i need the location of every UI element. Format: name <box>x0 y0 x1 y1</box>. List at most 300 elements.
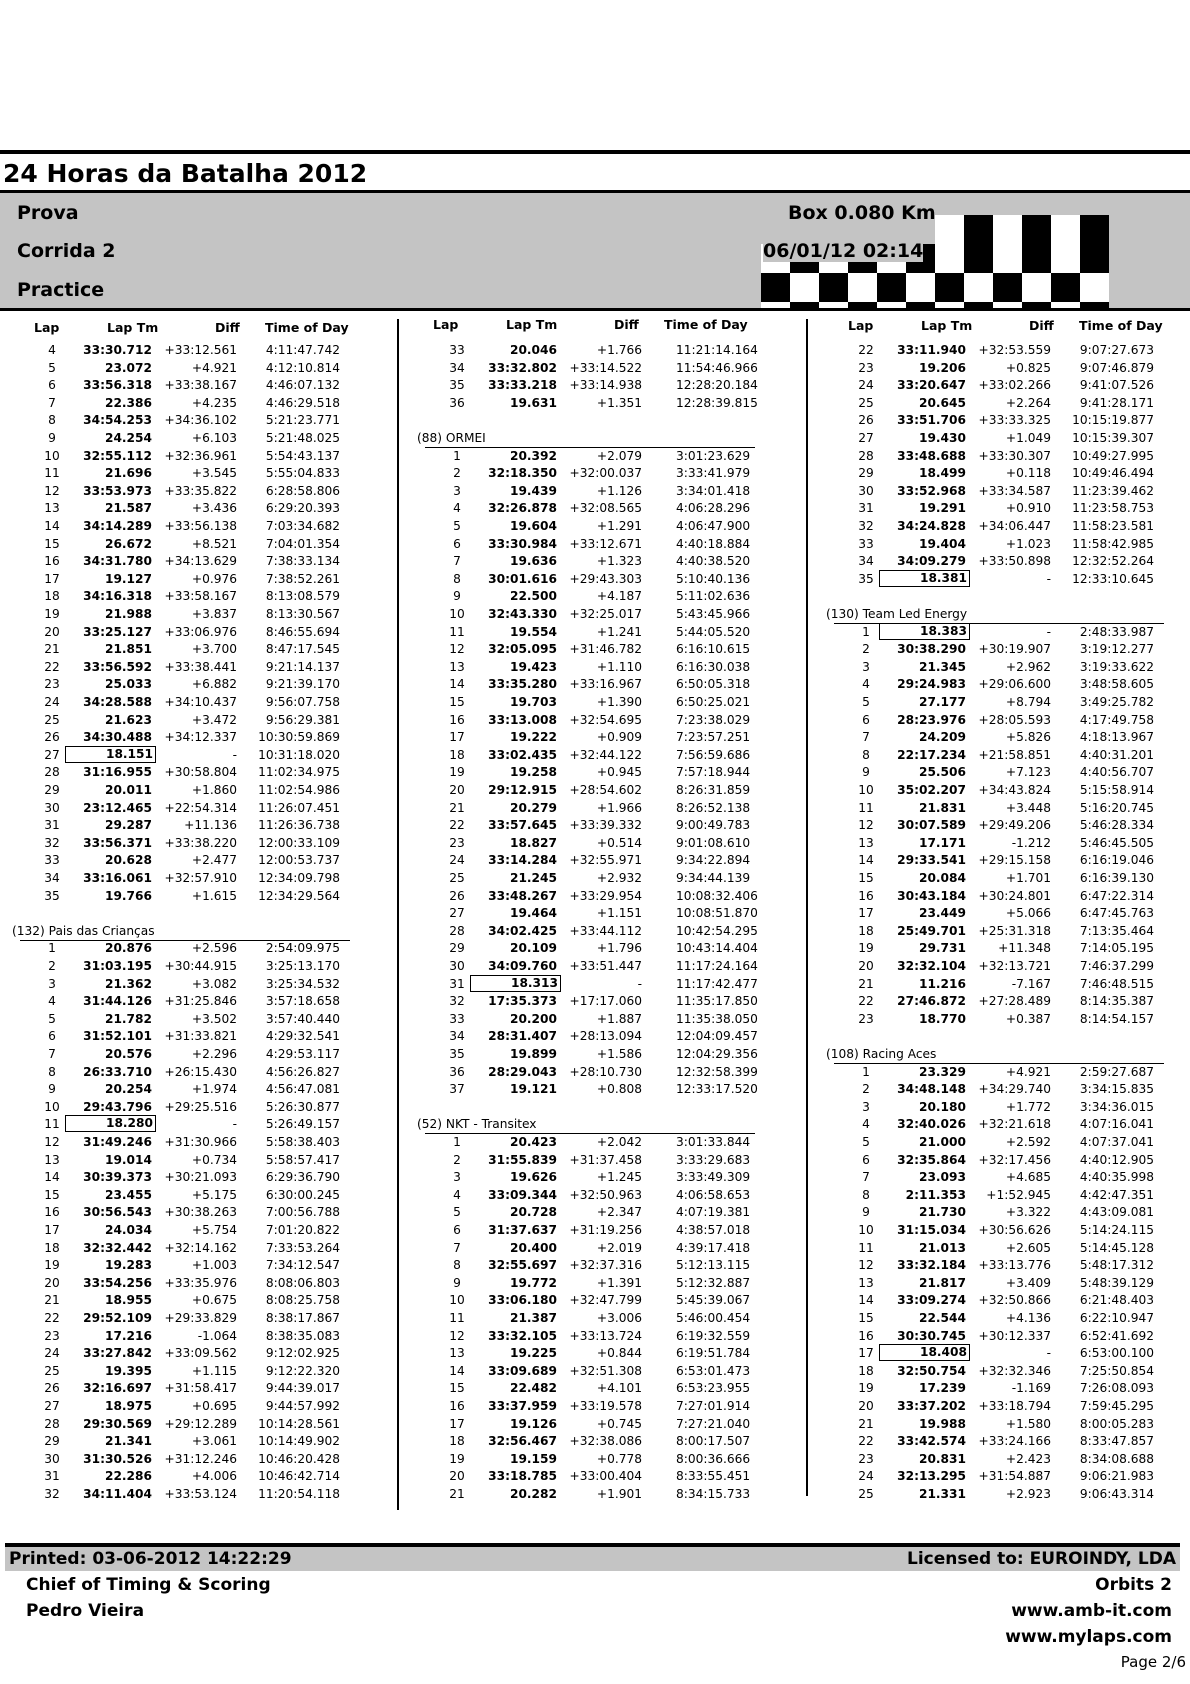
lap-diff: +34:13.629 <box>164 554 237 569</box>
lap-time: 20.254 <box>104 1082 152 1097</box>
lap-time: 23.329 <box>918 1064 966 1079</box>
lap-time: 19.126 <box>509 1416 557 1431</box>
lap-row <box>814 1292 1174 1309</box>
lap-diff: +33:35.976 <box>164 1275 237 1290</box>
time-of-day: 12:34:09.798 <box>258 871 340 885</box>
lap-number: 3 <box>48 976 56 991</box>
lap-row <box>405 1275 765 1292</box>
lap-row <box>405 500 765 517</box>
time-of-day: 8:08:25.758 <box>265 1293 340 1308</box>
lap-diff: +33:00.404 <box>569 1469 642 1484</box>
lap-row <box>814 1222 1174 1239</box>
lap-number: 28 <box>858 448 874 463</box>
lap-diff: +33:39.332 <box>569 818 642 833</box>
time-of-day: 9:07:27.673 <box>1079 343 1154 357</box>
lap-number: 35 <box>449 1047 465 1061</box>
time-of-day: 8:08:06.803 <box>265 1275 340 1290</box>
checker-square <box>993 215 1022 244</box>
lap-time: 20.279 <box>509 800 557 815</box>
time-of-day: 7:34:12.547 <box>265 1258 340 1273</box>
time-of-day: 12:04:09.457 <box>676 1029 758 1044</box>
lap-number: 33 <box>449 343 465 357</box>
lap-row <box>814 676 1174 693</box>
time-of-day: 12:33:17.520 <box>676 1082 758 1097</box>
lap-number: 13 <box>858 1275 874 1290</box>
lap-time: 33:32.184 <box>897 1258 966 1273</box>
lap-number: 24 <box>449 853 465 868</box>
lap-time: 20.628 <box>104 853 152 868</box>
lap-row <box>0 888 360 905</box>
lap-row <box>814 1433 1174 1450</box>
lap-number: 9 <box>453 1275 461 1290</box>
lap-time: 21.730 <box>918 1205 966 1220</box>
lap-number: 21 <box>44 1293 60 1308</box>
lap-diff: +33:30.307 <box>978 448 1051 463</box>
checker-square <box>935 244 964 273</box>
lap-diff: +33:51.447 <box>569 959 642 973</box>
lap-time: 29:33.541 <box>897 853 966 868</box>
lap-row <box>405 976 765 993</box>
lap-time: 17:35.373 <box>488 994 557 1009</box>
time-of-day: 6:29:20.393 <box>265 501 340 516</box>
lap-number: 19 <box>858 1381 874 1396</box>
time-of-day: 5:55:04.833 <box>265 466 340 481</box>
lap-row <box>814 694 1174 711</box>
lap-row <box>405 1451 765 1468</box>
lap-row <box>405 1363 765 1380</box>
lap-diff: +33:35.822 <box>164 483 237 498</box>
time-of-day: 10:49:46.494 <box>1072 466 1154 481</box>
lap-time: 20.011 <box>104 783 152 797</box>
lap-number: 28 <box>449 923 465 938</box>
lap-row <box>814 1152 1174 1169</box>
time-of-day: 7:46:48.515 <box>1079 976 1154 991</box>
time-of-day: 6:47:22.314 <box>1079 888 1154 903</box>
lap-row <box>814 800 1174 817</box>
lap-number: 18 <box>858 923 874 938</box>
lap-row <box>814 377 1174 394</box>
lap-row <box>0 1433 360 1450</box>
lap-diff: +1.796 <box>596 941 642 956</box>
lap-number: 24 <box>44 695 60 709</box>
lap-number: 19 <box>44 1258 60 1273</box>
lap-number: 8 <box>453 1258 461 1273</box>
lap-number: 10 <box>44 448 60 463</box>
lap-number: 28 <box>44 1416 60 1431</box>
lap-diff: +31:37.458 <box>569 1152 642 1167</box>
lap-time: 33:37.959 <box>488 1399 557 1413</box>
lap-time: 33:48.688 <box>897 448 966 463</box>
lap-number: 22 <box>858 343 874 357</box>
lap-time: 29.731 <box>918 941 966 956</box>
time-of-day: 8:26:52.138 <box>676 800 751 815</box>
lap-diff: +33:29.954 <box>569 888 642 903</box>
lap-number: 4 <box>48 343 56 357</box>
lap-number: 4 <box>453 501 461 516</box>
lap-number: 10 <box>858 1223 874 1237</box>
software-name: Orbits 2 <box>1095 1575 1172 1595</box>
lap-time: 20.109 <box>509 941 557 956</box>
col-lap-header: Lap <box>848 318 874 333</box>
lap-time: 25:49.701 <box>897 923 966 938</box>
lap-row <box>814 571 1174 588</box>
lap-number: 35 <box>44 888 60 903</box>
header-datetime: 06/01/12 02:14 <box>763 240 924 262</box>
lap-number: 27 <box>449 906 465 921</box>
lap-time: 23.072 <box>104 360 152 375</box>
lap-number: 23 <box>858 1011 874 1026</box>
lap-diff: +3.448 <box>1005 800 1051 815</box>
lap-diff: +2.605 <box>1005 1240 1051 1255</box>
lap-time: 19.222 <box>509 730 557 745</box>
lap-diff: +33:14.522 <box>569 360 642 375</box>
lap-time: 27:46.872 <box>897 994 966 1009</box>
lap-number: 26 <box>44 730 60 745</box>
lap-diff: +0.118 <box>1005 466 1051 481</box>
lap-time: 21.331 <box>918 1487 966 1501</box>
lap-time: 33:56.371 <box>83 835 152 850</box>
lap-row <box>405 1345 765 1362</box>
lap-time: 30:56.543 <box>83 1205 152 1220</box>
time-of-day: 4:07:16.041 <box>1079 1117 1154 1132</box>
lap-number: 33 <box>858 536 874 551</box>
lap-row <box>0 1187 360 1204</box>
lap-diff: +28:10.730 <box>569 1064 642 1079</box>
lap-number: 13 <box>858 835 874 850</box>
time-of-day: 9:01:08.610 <box>676 835 751 850</box>
lap-number: 15 <box>858 871 874 885</box>
lap-row <box>0 852 360 869</box>
lap-diff: +2.477 <box>191 853 237 868</box>
lap-diff: +33:33.325 <box>978 413 1051 428</box>
time-of-day: 12:04:29.356 <box>676 1047 758 1061</box>
lap-number: 35 <box>449 378 465 393</box>
lap-time: 34:54.253 <box>83 413 152 428</box>
lap-diff: - <box>637 976 642 991</box>
time-of-day: 3:25:13.170 <box>265 959 340 973</box>
time-of-day: 5:21:48.025 <box>265 431 340 445</box>
lap-diff: -1.064 <box>197 1328 237 1343</box>
lap-diff: +26:15.430 <box>164 1064 237 1079</box>
lap-row <box>405 1028 765 1045</box>
lap-time: 34:14.289 <box>83 519 152 533</box>
lap-time: 29:52.109 <box>83 1311 152 1325</box>
lap-diff: +33:34.587 <box>978 483 1051 498</box>
lap-time: 20.400 <box>509 1240 557 1255</box>
lap-time: 32:32.442 <box>83 1240 152 1255</box>
lap-diff: +3.006 <box>596 1311 642 1325</box>
lap-number: 25 <box>858 1487 874 1501</box>
lap-diff: +33:13.724 <box>569 1328 642 1343</box>
lap-time: 28:23.976 <box>897 712 966 727</box>
time-of-day: 6:47:45.763 <box>1079 906 1154 921</box>
lap-diff: +30:38.263 <box>164 1205 237 1220</box>
lap-row <box>814 624 1174 641</box>
lap-number: 21 <box>858 1416 874 1431</box>
time-of-day: 9:34:44.139 <box>676 871 751 885</box>
lap-diff: +32:55.971 <box>569 853 642 868</box>
lap-time: 33:52.968 <box>897 483 966 498</box>
time-of-day: 8:13:08.579 <box>265 589 340 604</box>
lap-diff: - <box>1046 1346 1051 1361</box>
lap-number: 2 <box>862 642 870 657</box>
time-of-day: 6:50:25.021 <box>676 695 751 709</box>
lap-time: 24.034 <box>104 1223 152 1237</box>
lap-row <box>405 377 765 394</box>
lap-diff: +0.945 <box>596 765 642 780</box>
lap-diff: +5.066 <box>1005 906 1051 921</box>
column-separator <box>806 319 808 1496</box>
lap-number: 31 <box>44 1469 60 1484</box>
time-of-day: 5:58:38.403 <box>265 1135 340 1149</box>
lap-row <box>814 870 1174 887</box>
lap-row <box>0 430 360 447</box>
lap-time: 31:52.101 <box>83 1029 152 1044</box>
lap-time: 33:16.061 <box>83 871 152 885</box>
lap-diff: +4.101 <box>596 1381 642 1396</box>
lap-row <box>814 976 1174 993</box>
lap-number: 21 <box>449 800 465 815</box>
lap-row <box>0 747 360 764</box>
lap-number: 9 <box>862 765 870 780</box>
lap-diff: +1.766 <box>596 343 642 357</box>
lap-number: 16 <box>44 554 60 569</box>
lap-time: 33:30.984 <box>488 536 557 551</box>
lap-number: 4 <box>862 677 870 692</box>
lap-number: 7 <box>48 395 56 410</box>
lap-number: 11 <box>44 1117 60 1132</box>
event-title: 24 Horas da Batalha 2012 <box>3 159 368 188</box>
lap-diff: +34:06.447 <box>978 519 1051 533</box>
lap-row <box>0 465 360 482</box>
lap-time: 33:42.574 <box>897 1434 966 1449</box>
lap-diff: +1.003 <box>191 1258 237 1273</box>
lap-row <box>0 764 360 781</box>
time-of-day: 6:16:19.046 <box>1079 853 1154 868</box>
lap-row <box>0 342 360 359</box>
time-of-day: 11:23:58.753 <box>1072 501 1154 516</box>
lap-row <box>814 1310 1174 1327</box>
lap-number: 19 <box>858 941 874 956</box>
time-of-day: 5:45:39.067 <box>676 1293 751 1308</box>
lap-time: 29:30.569 <box>83 1416 152 1431</box>
lap-diff: +6.103 <box>191 431 237 445</box>
lap-diff: +3.436 <box>191 501 237 516</box>
lap-row <box>0 1046 360 1063</box>
lap-row <box>0 588 360 605</box>
lap-number: 8 <box>453 571 461 586</box>
lap-time: 20.282 <box>509 1487 557 1501</box>
lap-diff: +33:38.441 <box>164 659 237 674</box>
lap-time: 21.696 <box>104 466 152 481</box>
lap-time: 22.286 <box>104 1469 152 1484</box>
lap-row <box>405 1187 765 1204</box>
time-of-day: 8:34:08.688 <box>1079 1451 1154 1466</box>
time-of-day: 6:16:39.130 <box>1079 871 1154 885</box>
lap-row <box>0 536 360 553</box>
checker-square <box>877 273 906 302</box>
lap-row <box>0 694 360 711</box>
lap-time: 33:30.712 <box>83 343 152 357</box>
lap-time: 17.239 <box>918 1381 966 1396</box>
lap-time: 33:25.127 <box>83 624 152 639</box>
time-of-day: 6:28:58.806 <box>265 483 340 498</box>
lap-diff: +1.023 <box>1005 536 1051 551</box>
time-of-day: 4:46:07.132 <box>265 378 340 393</box>
lap-diff: +32:13.721 <box>978 959 1051 973</box>
col-diff-header: Diff <box>215 320 240 335</box>
lap-diff: +25:31.318 <box>978 923 1051 938</box>
lap-time: 32:26.878 <box>488 501 557 516</box>
lap-number: 5 <box>862 1135 870 1149</box>
lap-row <box>814 1257 1174 1274</box>
lap-row <box>814 1486 1174 1503</box>
checker-square <box>848 273 877 302</box>
session-header <box>0 193 1190 308</box>
lap-row <box>405 993 765 1010</box>
footer-band <box>5 1547 1180 1571</box>
lap-time: 33:56.592 <box>83 659 152 674</box>
lap-row <box>0 1204 360 1221</box>
lap-row <box>0 553 360 570</box>
lap-time: 20.392 <box>509 448 557 463</box>
lap-time: 18.955 <box>104 1293 152 1308</box>
lap-diff: +34:29.740 <box>978 1082 1051 1097</box>
lap-number: 23 <box>858 360 874 375</box>
lap-row <box>405 360 765 377</box>
lap-diff: +31:33.821 <box>164 1029 237 1044</box>
time-of-day: 5:14:45.128 <box>1079 1240 1154 1255</box>
time-of-day: 6:29:36.790 <box>265 1170 340 1185</box>
checker-square <box>935 215 964 244</box>
time-of-day: 12:32:58.399 <box>676 1064 758 1079</box>
time-of-day: 11:58:42.985 <box>1072 536 1154 551</box>
lap-row <box>0 483 360 500</box>
lap-time: 23:12.465 <box>83 800 152 815</box>
lap-time: 21.988 <box>104 607 152 621</box>
lap-row <box>0 395 360 412</box>
lap-row <box>405 940 765 957</box>
lap-time: 22.482 <box>509 1381 557 1396</box>
lap-number: 11 <box>858 1240 874 1255</box>
time-of-day: 5:46:00.454 <box>676 1311 751 1325</box>
header-race: Corrida 2 <box>17 240 116 262</box>
lap-row <box>405 395 765 412</box>
checker-square <box>906 273 935 302</box>
checker-square <box>1080 244 1109 273</box>
lap-number: 7 <box>48 1047 56 1061</box>
lap-row <box>0 782 360 799</box>
checker-square <box>819 273 848 302</box>
lap-number: 22 <box>449 818 465 833</box>
lap-row <box>814 1081 1174 1098</box>
lap-number: 22 <box>858 994 874 1009</box>
time-of-day: 8:14:35.387 <box>1079 994 1154 1009</box>
lap-time: 19.121 <box>509 1082 557 1097</box>
lap-number: 15 <box>449 1381 465 1396</box>
lap-diff: +33:12.671 <box>569 536 642 551</box>
lap-time: 32:35.864 <box>897 1152 966 1167</box>
lap-diff: +29:06.600 <box>978 677 1051 692</box>
time-of-day: 4:40:31.201 <box>1079 747 1154 762</box>
lap-row <box>0 1292 360 1309</box>
lap-row <box>814 360 1174 377</box>
lap-row <box>814 1363 1174 1380</box>
time-of-day: 7:27:21.040 <box>676 1416 751 1431</box>
lap-number: 3 <box>453 1170 461 1185</box>
lap-time: 29.287 <box>104 818 152 833</box>
lap-number: 6 <box>453 536 461 551</box>
lap-row <box>0 659 360 676</box>
lap-time: 33:37.202 <box>897 1399 966 1413</box>
time-of-day: 8:14:54.157 <box>1079 1011 1154 1026</box>
time-of-day: 11:17:24.164 <box>676 959 758 973</box>
license-info: Licensed to: EUROINDY, LDA <box>907 1549 1176 1569</box>
lap-diff: - <box>232 747 237 762</box>
time-of-day: 6:16:10.615 <box>676 642 751 657</box>
lap-time: 19.636 <box>509 554 557 569</box>
lap-row <box>814 1099 1174 1116</box>
time-of-day: 9:34:22.894 <box>676 853 751 868</box>
lap-time: 20.423 <box>509 1135 557 1149</box>
lap-diff: +33:56.138 <box>164 519 237 533</box>
lap-row <box>814 817 1174 834</box>
lap-time: 19.988 <box>918 1416 966 1431</box>
lap-number: 4 <box>48 994 56 1009</box>
lap-diff: +33:38.220 <box>164 835 237 850</box>
checker-square <box>1022 273 1051 302</box>
lap-number: 32 <box>44 1487 60 1501</box>
lap-row <box>0 800 360 817</box>
time-of-day: 12:28:39.815 <box>676 395 758 410</box>
lap-number: 23 <box>858 1451 874 1466</box>
team-group-label: (52) NKT - Transitex <box>417 1117 537 1132</box>
lap-diff: +0.387 <box>1005 1011 1051 1026</box>
time-of-day: 8:34:15.733 <box>676 1487 751 1501</box>
time-of-day: 5:48:39.129 <box>1079 1275 1154 1290</box>
lap-row <box>0 448 360 465</box>
lap-diff: +1.245 <box>596 1170 642 1185</box>
lap-number: 24 <box>44 1346 60 1361</box>
time-of-day: 5:46:28.334 <box>1079 818 1154 833</box>
lap-row <box>405 571 765 588</box>
lap-number: 11 <box>858 800 874 815</box>
lap-number: 2 <box>862 1082 870 1097</box>
lap-row <box>0 835 360 852</box>
lap-row <box>405 782 765 799</box>
checker-square <box>935 273 964 302</box>
lap-row <box>405 1416 765 1433</box>
time-of-day: 6:53:01.473 <box>676 1363 751 1378</box>
lap-number: 11 <box>44 466 60 481</box>
lap-number: 14 <box>858 853 874 868</box>
chief-name: Pedro Vieira <box>26 1601 145 1621</box>
time-of-day: 9:12:22.320 <box>265 1363 340 1378</box>
chief-title: Chief of Timing & Scoring <box>26 1575 271 1595</box>
lap-diff: +1.126 <box>596 483 642 498</box>
lap-number: 1 <box>48 941 56 956</box>
lap-number: 11 <box>449 1311 465 1325</box>
lap-diff: +1.323 <box>596 554 642 569</box>
lap-row <box>0 1169 360 1186</box>
checker-square <box>1080 215 1109 244</box>
time-of-day: 6:16:30.038 <box>676 659 751 674</box>
lap-time: 17.216 <box>104 1328 152 1343</box>
lap-time: 29:12.915 <box>488 783 557 797</box>
time-of-day: 9:44:57.992 <box>265 1399 340 1413</box>
col-laptm-header: Lap Tm <box>506 317 558 332</box>
lap-number: 22 <box>44 1311 60 1325</box>
